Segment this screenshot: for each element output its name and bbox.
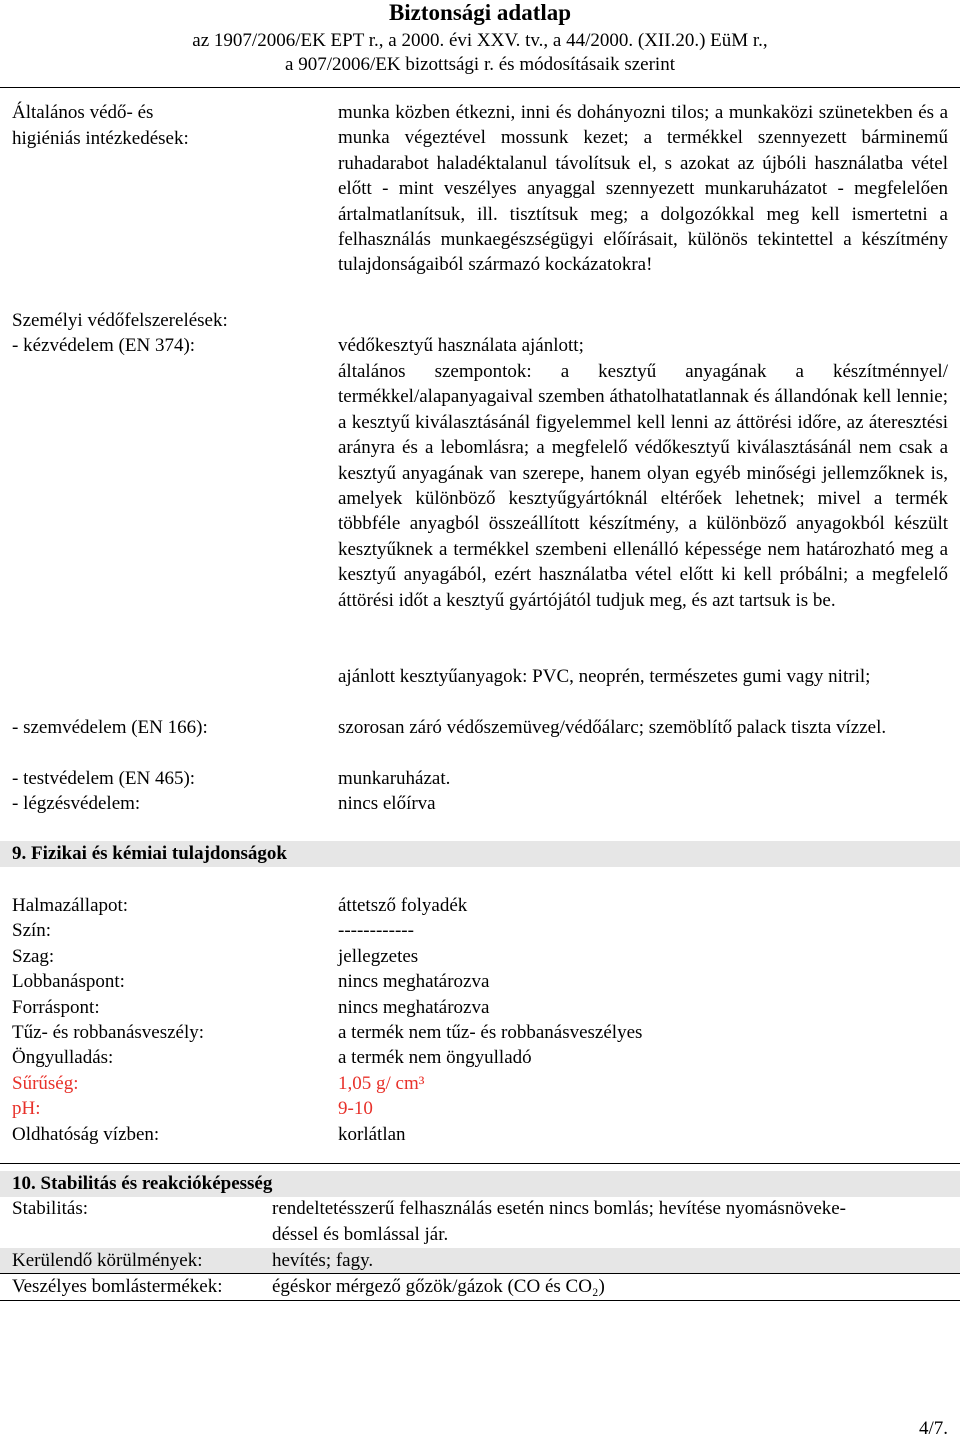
section-10-top-rule: [0, 1163, 960, 1164]
property-value: a termék nem tűz- és robbanásveszélyes: [338, 1022, 643, 1043]
eye-protection-text: szorosan záró védőszemüveg/védőálarc; szemöblítő palack tiszta vízzel.: [338, 717, 887, 738]
ppe-heading: Személyi védőfelszerelések:: [12, 310, 228, 331]
eye-protection-label: - szemvédelem (EN 166):: [12, 717, 208, 738]
property-value: jellegzetes: [338, 945, 419, 967]
property-label: Halmazállapot:: [12, 895, 129, 916]
document-title: Biztonsági adatlap: [388, 0, 572, 25]
property-value: a termék nem öngyulladó: [338, 1047, 532, 1069]
property-label: pH:: [12, 1098, 41, 1120]
property-label: Lobbanáspont:: [12, 971, 125, 993]
section-10-bottom-rule: [0, 1300, 960, 1301]
section-10-title: 10. Stabilitás és reakcióképesség: [12, 1173, 273, 1194]
body-protection-text: munkaruházat.: [338, 768, 451, 789]
hazardous-decomposition-value: égéskor mérgező gőzök/gázok (CO és CO₂): [272, 1276, 605, 1297]
property-label: Öngyulladás:: [12, 1047, 114, 1069]
section-9-title: 9. Fizikai és kémiai tulajdonságok: [12, 843, 287, 864]
section-9-header: [0, 841, 960, 867]
hygiene-label-line2: higiéniás intézkedések:: [12, 128, 189, 149]
property-label: Tűz- és robbanásveszély:: [12, 1022, 205, 1043]
conditions-to-avoid-value: hevítés; fagy.: [272, 1250, 374, 1271]
header-divider: [0, 87, 960, 88]
hand-protection-label: - kézvédelem (EN 374):: [12, 335, 196, 356]
property-label: Szín:: [12, 920, 52, 942]
regulation-line-2: a 907/2006/EK bizottsági r. és módosításaik szerint: [285, 54, 675, 75]
property-label: Forráspont:: [12, 996, 100, 1018]
property-value: áttetsző folyadék: [338, 895, 468, 916]
property-value: 1,05 g/ cm³: [338, 1072, 425, 1094]
stability-label: Stabilitás:: [12, 1198, 88, 1219]
property-value: nincs meghatározva: [338, 971, 490, 993]
stability-line1: rendeltetésszerű felhasználás esetén nincs bomlás; hevítése nyomásnöveke-: [272, 1198, 847, 1219]
body-protection-label: - testvédelem (EN 465):: [12, 768, 196, 789]
conditions-to-avoid-label: Kerülendő körülmények:: [12, 1250, 203, 1271]
hygiene-text: munka közben étkezni, inni és dohányozni tilos; a munkaközi szünetekben és a munka végeztével mossunk kezet; a termékkel szennyezett bárminemű ruhadarabot haladéktalanul távolítsuk el, s azokat az újbóli használatba vétel előtt - mint veszélyes anyaggal szennyezett munkaruházatot - megfelelően ártalmatlanítsuk, ill. tisztítsuk meg; a dolgozókkal meg kell ismertetni a felhasználás munkaegészségügyi előírásait, különös tekintettel a készítmény tulajdonságaiból származó kockázatokra!: [338, 102, 948, 276]
hand-protection-materials: ajánlott kesztyűanyagok: PVC, neoprén, természetes gumi vagy nitril;: [338, 666, 871, 687]
stability-line2: déssel és bomlással jár.: [272, 1224, 449, 1245]
hygiene-label-line1: Általános védő- és: [12, 102, 154, 123]
page-number: 4/7.: [918, 1418, 948, 1439]
property-label: Oldhatóság vízben:: [12, 1123, 160, 1145]
respiratory-protection-label: - légzésvédelem:: [12, 793, 141, 814]
section-10-header: [0, 1171, 960, 1197]
property-value: 9-10: [338, 1098, 373, 1120]
respiratory-protection-text: nincs előírva: [338, 793, 436, 814]
hand-protection-recommendation: védőkesztyű használata ajánlott;: [338, 335, 584, 356]
hazardous-decomposition-label: Veszélyes bomlástermékek:: [12, 1276, 223, 1297]
property-value: korlátlan: [338, 1123, 406, 1145]
regulation-line-1: az 1907/2006/EK EPT r., a 2000. évi XXV. tv., a 44/2000. (XII.20.) EüM r.,: [192, 30, 768, 51]
property-label: Sűrűség:: [12, 1072, 79, 1094]
property-value: ------------: [338, 920, 414, 942]
hand-protection-text: általános szempontok: a kesztyű anyagának a készítménnyel/ termékkel/alapanyagaival szemben áthatolhatatlannak és állandónak kell lennie; a kesztyű kiválasztásánál figyelemmel kell lenni az áttörési időre, az áteresztési arányra és a lebomlásra; a megfelelő védőkesztyű kiválasztásánál nem csak a kesztyű anyagának van szerepe, hanem olyan egyéb minőségi jellemzőknek is, amelyek különböző kesztyűgyártóknál eltérőek lehetnek; mivel a termék többféle anyagból összeállított készítmény, a különböző anyagokból készült kesztyűknek a termékkel szembeni ellenálló képessége nem határozható meg a kesztyű anyagából, ezért használatba vétel előtt ki kell próbálni; a megfelelő áttörési időt a kesztyű gyártójától tudjuk meg, és azt tartsuk is be.: [338, 361, 948, 611]
property-value: nincs meghatározva: [338, 996, 490, 1018]
property-label: Szag:: [12, 945, 55, 967]
